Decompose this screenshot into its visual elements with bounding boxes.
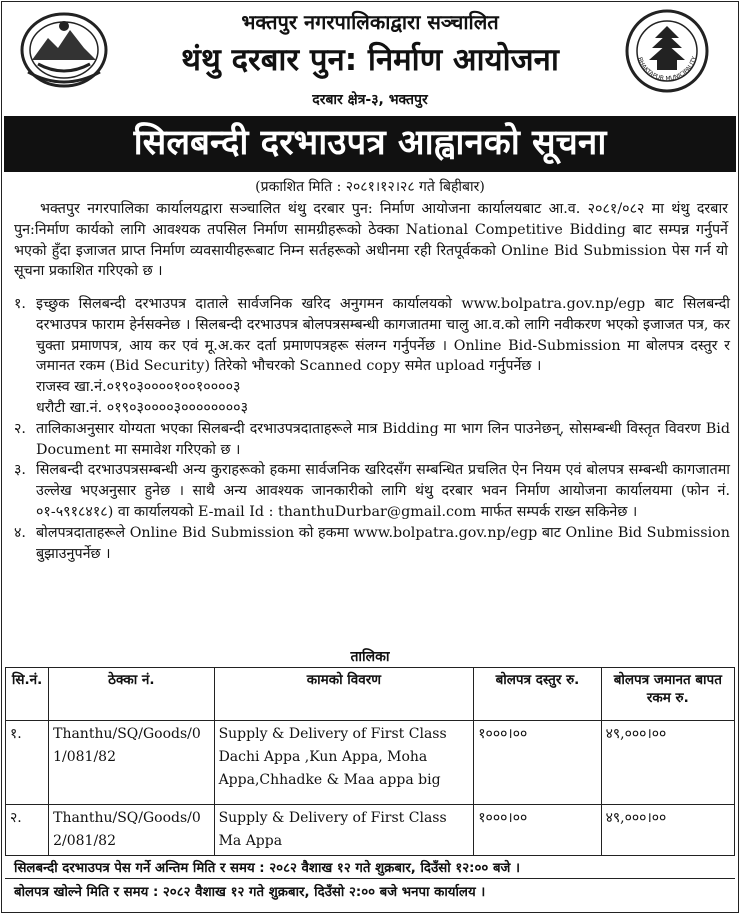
revenue-account: राजस्व खा.नं.०१९०३००००१००१००००३ xyxy=(36,379,241,396)
table-caption: तालिका xyxy=(350,649,390,665)
cell-bid-fee: १०००।०० xyxy=(474,721,601,805)
cell-sn: २. xyxy=(6,805,49,856)
table-row xyxy=(6,805,735,856)
project-title: थंथु दरबार पुन: निर्माण आयोजना xyxy=(181,42,559,78)
condition-number: १. xyxy=(14,296,26,312)
bhaktapur-municipality-logo xyxy=(624,8,710,94)
cell-contract-no: Thanthu/SQ/Goods/02/081/82 xyxy=(49,805,214,856)
cell-contract-no: Thanthu/SQ/Goods/01/081/82 xyxy=(49,721,214,805)
organization-title: भक्तपुर नगरपालिकाद्वारा सञ्चालित xyxy=(241,10,499,34)
logo-text: BHAKTAPUR MUNICIPALITY xyxy=(636,55,699,83)
bid-table xyxy=(5,667,735,856)
deposit-account: धरौटी खा.नं. ०१९०३००००३००००००००३ xyxy=(36,399,249,416)
footer-divider xyxy=(5,878,735,879)
condition-item xyxy=(14,523,730,565)
notice-page xyxy=(1,1,739,913)
condition-item xyxy=(14,460,730,522)
intro-paragraph: भक्तपुर नगरपालिका कार्यालयद्वारा सञ्चालित थंथु दरबार पुन: निर्माण आयोजना कार्यालयबाट आ.व. २०८१/०८२ मा थंथु दरबार पुन:निर्माण कार्यको लागि आवश्यक तपसिल निर्माण सामग्रीहरूको ठेक्का National Competitive Bidding बाट सम्पन्न गर्नुपर्ने भएको हुँदा इजाजत प्राप्त निर्माण व्यवसायीहरूबाट निम्न सर्तहरूको अधीनमा रही रितपूर्वकको Online Bid Submission पेस गर्न यो सूचना प्रकाशित गरिएको छ । xyxy=(14,201,728,280)
column-header-sn: सि.नं. xyxy=(6,668,49,721)
condition-text: तालिकाअनुसार योग्यता भएका सिलबन्दी दरभाउपत्रदाताहरूले मात्र Bidding मा भाग लिन पाउनेछन्, सोसम्बन्धी विस्तृत विवरण Bid Document मा समावेश गरिएको छ । xyxy=(36,420,730,458)
condition-text: बोलपत्रदाताहरूले Online Bid Submission को हकमा www.bolpatra.gov.np/egp बाट Online Bid Submission बुझाउनुपर्नेछ । xyxy=(36,524,730,562)
condition-text: इच्छुक सिलबन्दी दरभाउपत्र दाताले सार्वजनिक खरिद अनुगमन कार्यालयको www.bolpatra.gov.np/egp बाट सिलबन्दी दरभाउपत्र फाराम हेर्नसक्नेछ । सिलबन्दी दरभाउपत्र बोलपत्रसम्बन्धी कागजातमा चालु आ.व.को लागि नवीकरण भएको इजाजत पत्र, कर चुक्ता प्रमाणपत्र, आय कर एवं मू.अ.कर दर्ता प्रमाणपत्रहरू संलग्न गर्नुपर्नेछ । Online Bid-Submission मा बोलपत्र दस्तुर र जमानत रकम (Bid Security) तिरेको भौचरको Scanned copy समेत upload गर्नुपर्नेछ । xyxy=(36,296,730,375)
table-row xyxy=(6,721,735,805)
column-header-bid-fee: बोलपत्र दस्तुर रु. xyxy=(474,668,601,721)
table-header-row xyxy=(6,668,735,721)
cell-bid-fee: १०००।०० xyxy=(474,805,601,856)
condition-number: २. xyxy=(14,420,26,437)
cell-bid-security: ४९,०००।०० xyxy=(601,721,734,805)
conditions-list xyxy=(14,294,730,564)
opening-date: बोलपत्र खोल्ने मिति र समय : २०८२ वैशाख १२ गते शुक्रबार, दिउँसो २:०० बजे भनपा कार्यालय । xyxy=(14,885,486,900)
cell-description: Supply & Delivery of First Class Dachi Appa ,Kun Appa, Moha Appa,Chhadke & Maa appa big xyxy=(214,721,474,805)
notice-banner-title: सिलबन्दी दरभाउपत्र आह्वानको सूचना xyxy=(4,116,736,172)
cell-sn: १. xyxy=(6,721,49,805)
condition-item xyxy=(14,294,730,377)
column-header-bid-security: बोलपत्र जमानत बापत रकम रु. xyxy=(601,668,734,721)
column-header-description: कामको विवरण xyxy=(214,668,474,721)
condition-number: ३. xyxy=(14,462,26,479)
condition-number: ४. xyxy=(14,524,26,541)
column-header-contract-no: ठेक्का नं. xyxy=(49,668,214,721)
submission-deadline: सिलबन्दी दरभाउपत्र पेस गर्ने अन्तिम मिति र समय : २०८२ वैशाख १२ गते शुक्रबार, दिउँसो १२:०० बजे । xyxy=(14,861,521,876)
cell-description: Supply & Delivery of First Class Ma Appa xyxy=(214,805,474,856)
condition-item xyxy=(14,419,730,461)
header xyxy=(2,2,738,86)
cell-bid-security: ४९,०००।०० xyxy=(601,805,734,856)
address: दरबार क्षेत्र-३, भक्तपुर xyxy=(312,92,428,108)
condition-text: सिलबन्दी दरभाउपत्रसम्बन्धी अन्य कुराहरूको हकमा सार्वजनिक खरिदसँग सम्बन्धित प्रचलित ऐन नियम एवं बोलपत्र सम्बन्धी कागजातमा उल्लेख भएअनुसार हुनेछ । साथै अन्य आवश्यक जानकारीको लागि थंथु दरबार भवन निर्माण आयोजना कार्यालयमा (फोन नं. ०१-५९१८४१८) वा कार्यालयको E-mail Id : thanthuDurbar@gmail.com मार्फत सम्पर्क राख्न सकिनेछ । xyxy=(36,462,730,520)
published-date: (प्रकाशित मिति : २०८१।१२।२८ गते बिहीबार) xyxy=(255,179,485,195)
